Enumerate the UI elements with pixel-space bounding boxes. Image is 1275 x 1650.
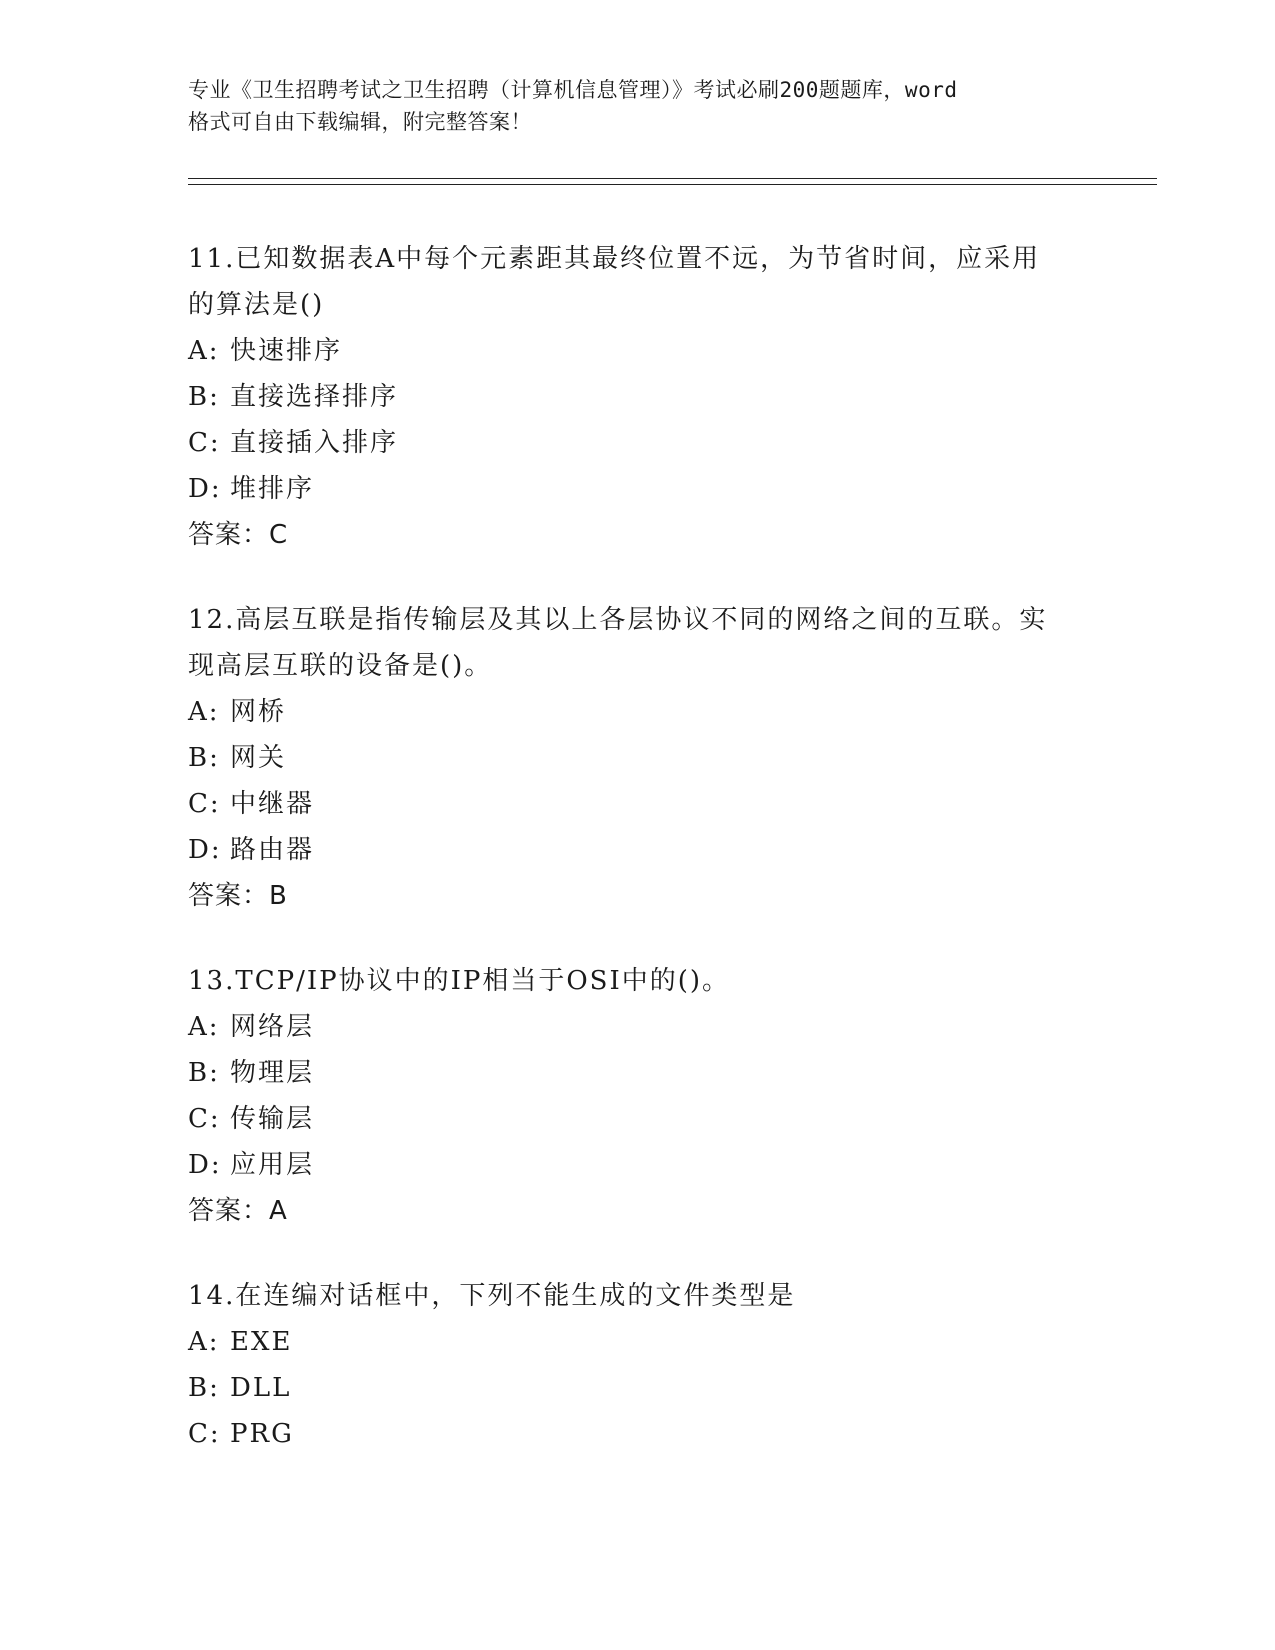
option-b xyxy=(188,1365,1088,1411)
option-letter: A: xyxy=(188,1012,220,1042)
option-text: 直接选择排序 xyxy=(230,382,399,412)
option-b xyxy=(188,735,1088,781)
question-text-line: 的算法是() xyxy=(188,290,325,320)
option-c xyxy=(188,1096,1088,1142)
option-text: 网桥 xyxy=(230,697,287,727)
option-letter: C: xyxy=(188,428,221,458)
question-text-line: 14.在连编对话框中，下列不能生成的文件类型是 xyxy=(188,1281,796,1311)
option-d xyxy=(188,466,1088,512)
answer-line: 答案：B xyxy=(188,881,288,911)
question-text-line: 13.TCP/IP协议中的IP相当于OSI中的()。 xyxy=(188,966,731,996)
option-letter: B: xyxy=(188,382,220,412)
option-b xyxy=(188,374,1088,420)
header-divider-top xyxy=(188,178,1157,179)
option-a xyxy=(188,689,1088,735)
question-12 xyxy=(188,597,1088,919)
answer-line: 答案：C xyxy=(188,520,289,550)
option-text: 物理层 xyxy=(230,1058,315,1088)
option-text: 网关 xyxy=(230,743,287,773)
option-letter: C: xyxy=(188,1104,221,1134)
option-letter: D: xyxy=(188,474,222,504)
option-letter: D: xyxy=(188,1150,222,1180)
question-text xyxy=(188,1273,1088,1319)
option-letter: A: xyxy=(188,1327,220,1357)
option-text: 堆排序 xyxy=(230,474,315,504)
option-text: 中继器 xyxy=(230,789,315,819)
option-text: 快速排序 xyxy=(230,336,343,366)
option-letter: D: xyxy=(188,835,222,865)
option-text: EXE xyxy=(230,1327,293,1357)
option-c xyxy=(188,1411,1088,1457)
option-a xyxy=(188,1004,1088,1050)
option-a xyxy=(188,1319,1088,1365)
question-13 xyxy=(188,958,1088,1234)
option-c xyxy=(188,781,1088,827)
option-a xyxy=(188,328,1088,374)
question-11 xyxy=(188,236,1088,558)
option-d xyxy=(188,1142,1088,1188)
question-list xyxy=(188,236,1088,1496)
option-text: PRG xyxy=(230,1419,294,1449)
option-letter: C: xyxy=(188,1419,221,1449)
question-text xyxy=(188,597,1088,689)
option-c xyxy=(188,420,1088,466)
option-b xyxy=(188,1050,1088,1096)
question-text-line: 11.已知数据表A中每个元素距其最终位置不远，为节省时间，应采用 xyxy=(188,244,1041,274)
option-text: 网络层 xyxy=(230,1012,315,1042)
option-text: 直接插入排序 xyxy=(230,428,399,458)
document-header xyxy=(188,74,1088,138)
option-letter: A: xyxy=(188,336,220,366)
question-text-line: 12.高层互联是指传输层及其以上各层协议不同的网络之间的互联。实 xyxy=(188,605,1048,635)
option-letter: C: xyxy=(188,789,221,819)
header-divider-bottom xyxy=(188,184,1157,185)
header-line-1: 专业《卫生招聘考试之卫生招聘（计算机信息管理）》考试必刷200题题库，word xyxy=(188,78,958,102)
question-text-line: 现高层互联的设备是()。 xyxy=(188,651,493,681)
question-14 xyxy=(188,1273,1088,1457)
option-letter: A: xyxy=(188,697,220,727)
option-letter: B: xyxy=(188,1058,220,1088)
option-letter: B: xyxy=(188,1373,220,1403)
option-text: DLL xyxy=(230,1373,292,1403)
option-text: 应用层 xyxy=(230,1150,315,1180)
question-text xyxy=(188,958,1088,1004)
question-text xyxy=(188,236,1088,328)
header-line-2: 格式可自由下载编辑，附完整答案！ xyxy=(188,110,532,134)
option-text: 传输层 xyxy=(230,1104,315,1134)
option-letter: B: xyxy=(188,743,220,773)
option-d xyxy=(188,827,1088,873)
answer-line: 答案：A xyxy=(188,1196,288,1226)
option-text: 路由器 xyxy=(230,835,315,865)
